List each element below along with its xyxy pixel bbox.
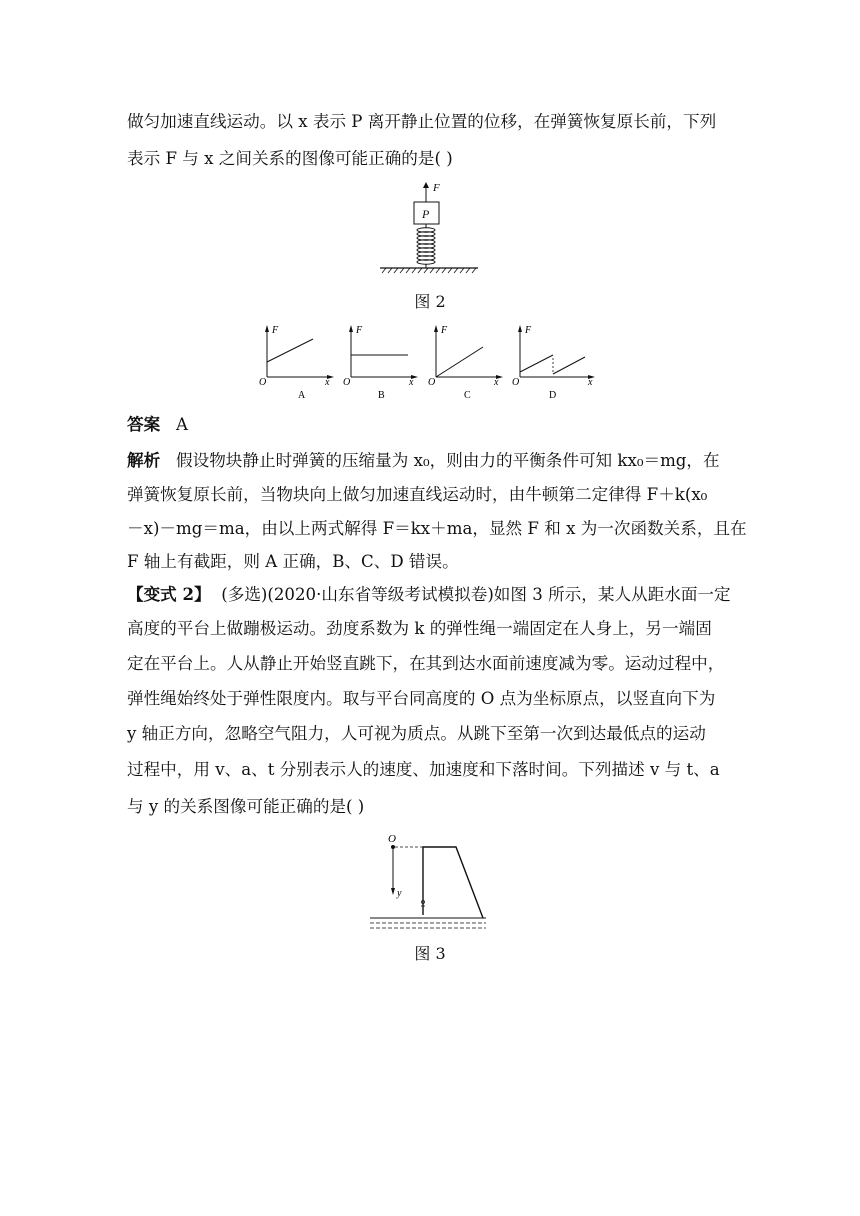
variant-label: 【变式 2】 (127, 584, 211, 604)
svg-text:x: x (588, 377, 593, 388)
spring (417, 224, 435, 268)
variant-line-7: 与 y 的关系图像可能正确的是( ) (127, 797, 365, 816)
option-graphs (255, 322, 605, 402)
figure-2-spring-block (378, 180, 484, 274)
force-label: F (433, 182, 440, 194)
svg-text:F: F (272, 325, 279, 336)
variant-line-1: 【变式 2】 (多选)(2020·山东省等级考试模拟卷)如图 3 所示，某人从距水面一定 (127, 584, 731, 604)
variant-line-6: 过程中，用 v、a、t 分别表示人的速度、加速度和下落时间。下列描述 v 与 t、a (127, 760, 720, 779)
analysis-line-1: 解析 假设物块静止时弹簧的压缩量为 x₀，则由力的平衡条件可知 kx₀＝mg，在 (127, 450, 720, 470)
figure-2-caption: 图 2 (414, 292, 446, 311)
graph-a (259, 325, 334, 401)
figure-3-bungee (368, 830, 490, 934)
variant-line-2: 高度的平台上做蹦极运动。劲度系数为 k 的弹性绳一端固定在人身上，另一端固 (127, 619, 712, 638)
ground-hatch (382, 268, 476, 273)
variant-line-3: 定在平台上。人从静止开始竖直跳下，在其到达水面前速度减为零。运动过程中， (127, 654, 725, 673)
axis-y-label: y (397, 888, 402, 899)
analysis-line-4: F 轴上有截距，则 A 正确，B、C、D 错误。 (127, 552, 459, 571)
answer-line (127, 413, 188, 436)
label-c: C (464, 390, 471, 401)
analysis-line-3: －x)－mg＝ma，由以上两式解得 F＝kx＋ma，显然 F 和 x 为一次函数关系，且在 (127, 519, 747, 538)
origin-label: O (388, 833, 396, 845)
answer-value: A (176, 415, 188, 434)
svg-text:O: O (343, 377, 351, 388)
block-label: P (422, 207, 430, 221)
analysis-line-2: 弹簧恢复原长前，当物块向上做匀加速直线运动时，由牛顿第二定律得 F＋k(x₀ (127, 485, 708, 504)
svg-text:O: O (259, 377, 267, 388)
label-a: A (298, 390, 306, 401)
svg-text:F: F (525, 325, 532, 336)
svg-text:x: x (494, 377, 499, 388)
graph-d (512, 325, 595, 401)
graph-c (428, 325, 503, 401)
svg-text:x: x (409, 377, 414, 388)
svg-text:F: F (441, 325, 448, 336)
label-b: B (378, 390, 385, 401)
question-line-1: 做匀加速直线运动。以 x 表示 P 离开静止位置的位移，在弹簧恢复原长前，下列 (127, 112, 717, 131)
graph-b (343, 325, 418, 401)
variant-line-5: y 轴正方向，忽略空气阻力，人可视为质点。从跳下至第一次到达最低点的运动 (127, 724, 706, 743)
svg-text:x: x (325, 377, 330, 388)
svg-text:F: F (356, 325, 363, 336)
svg-text:O: O (428, 377, 436, 388)
question-line-2: 表示 F 与 x 之间关系的图像可能正确的是( ) (127, 149, 453, 168)
label-d: D (549, 390, 557, 401)
variant-line-4: 弹性绳始终处于弹性限度内。取与平台同高度的 O 点为坐标原点，以竖直向下为 (127, 689, 716, 708)
svg-text:O: O (512, 377, 520, 388)
figure-3-caption: 图 3 (414, 944, 446, 963)
analysis-label: 解析 (127, 450, 161, 470)
answer-label: 答案 (127, 414, 161, 434)
